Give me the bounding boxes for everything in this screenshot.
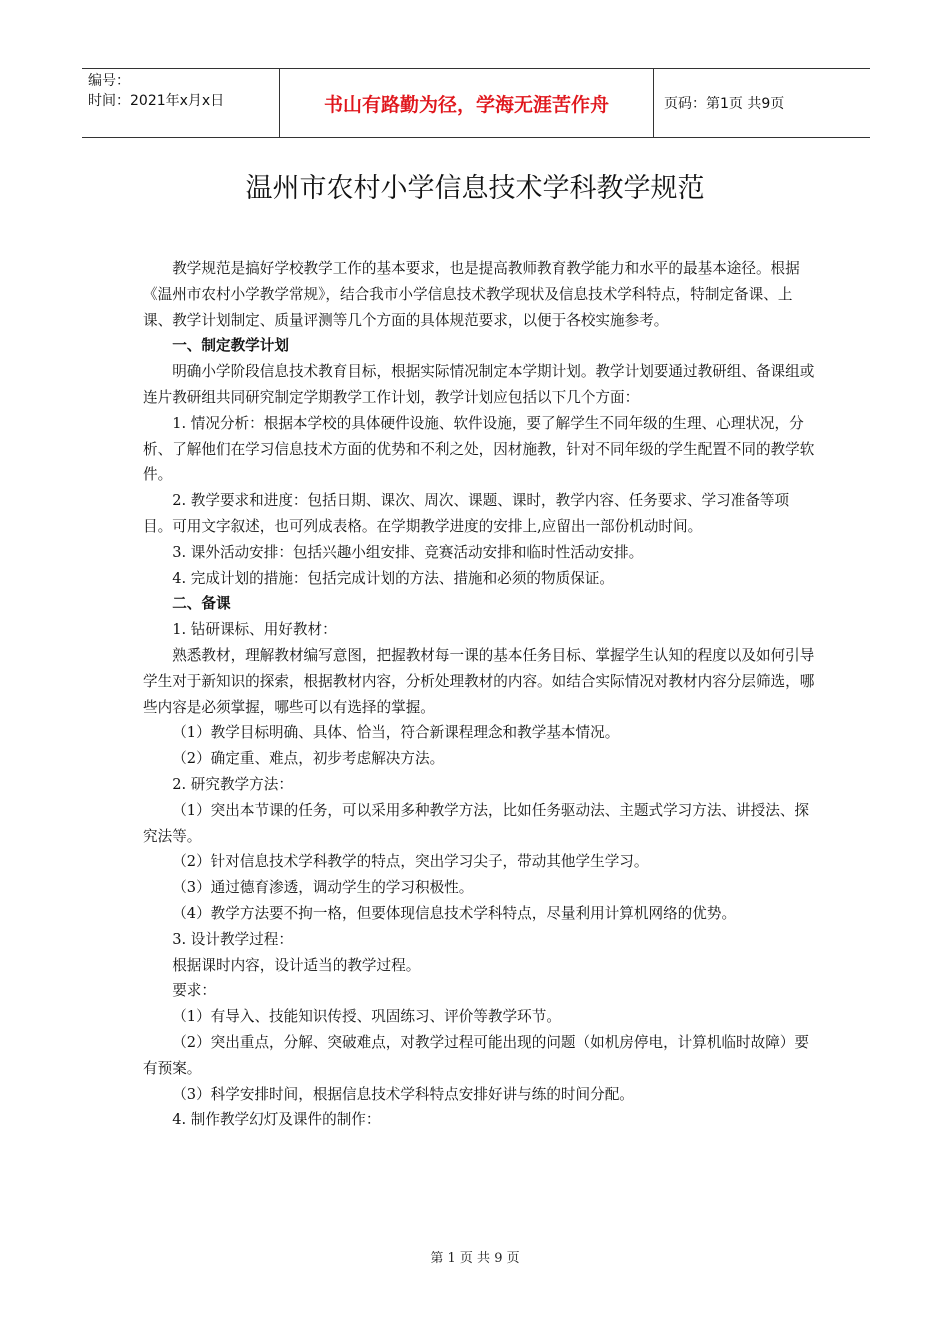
subheading: 3. 设计教学过程： bbox=[172, 930, 293, 948]
list-item: （3）科学安排时间，根据信息技术学科特点安排好讲与练的时间分配。 bbox=[172, 1085, 634, 1103]
list-item: （1）有导入、技能知识传授、巩固练习、评价等教学环节。 bbox=[172, 1008, 561, 1026]
header-page-info: 页码：第1页 共9页 bbox=[664, 96, 785, 112]
list-item: （4）教学方法要不拘一格，但要体现信息技术学科特点，尽量利用计算机网络的优势。 bbox=[172, 904, 737, 922]
page-footer: 第 1 页 共 9 页 bbox=[430, 1251, 520, 1266]
section-heading: 一、制定教学计划 bbox=[172, 337, 289, 355]
subheading: 4. 制作教学幻灯及课件的制作： bbox=[172, 1111, 381, 1129]
list-item: （2）针对信息技术学科教学的特点，突出学习尖子，带动其他学生学习。 bbox=[172, 853, 649, 871]
section-heading: 二、备课 bbox=[172, 595, 231, 613]
list-item: 3. 课外活动安排：包括兴趣小组安排、竞赛活动安排和临时性活动安排。 bbox=[172, 543, 644, 561]
list-item: （2）突出重点，分解、突破难点，对教学过程可能出现的问题（如机房停电，计算机临时故障）要有预案。 bbox=[143, 1033, 810, 1077]
list-item: （1）突出本节课的任务，可以采用多种教学方法，比如任务驱动法、主题式学习方法、讲授法、探究法等。 bbox=[143, 801, 810, 845]
paragraph: 要求： bbox=[172, 982, 216, 1000]
list-item: 2. 教学要求和进度：包括日期、课次、周次、课题、课时，教学内容、任务要求、学习准备等项目。可用文字叙述，也可列成表格。在学期教学进度的安排上,应留出一部份机动时间。 bbox=[143, 492, 790, 535]
paragraph: 根据课时内容，设计适当的教学过程。 bbox=[172, 956, 421, 974]
list-item: （1）教学目标明确、具体、恰当，符合新课程理念和教学基本情况。 bbox=[172, 724, 620, 742]
page-header bbox=[82, 68, 870, 138]
list-item: 4. 完成计划的措施：包括完成计划的方法、措施和必须的物质保证。 bbox=[172, 569, 614, 587]
header-meta bbox=[82, 69, 280, 137]
paragraph: 明确小学阶段信息技术教育目标，根据实际情况制定本学期计划。教学计划要通过教研组、备课组或连片教研组共同研究制定学期教学工作计划，教学计划应包括以下几个方面： bbox=[143, 363, 815, 406]
list-item: （3）通过德育渗透，调动学生的学习积极性。 bbox=[172, 879, 474, 897]
list-item: 1. 情况分析：根据本学校的具体硬件设施、软件设施，要了解学生不同年级的生理、心理状况，分析、了解他们在学习信息技术方面的优势和不利之处，因材施教，针对不同年级的学生配置不同的教学软件。 bbox=[143, 414, 815, 484]
code-label: 编号： bbox=[88, 73, 130, 89]
document-title: 温州市农村小学信息技术学科教学规范 bbox=[245, 173, 705, 204]
subheading: 1. 钻研课标、用好教材： bbox=[172, 621, 337, 639]
header-motto: 书山有路勤为径，学海无涯苦作舟 bbox=[280, 69, 654, 137]
document-body bbox=[143, 256, 815, 1133]
paragraph: 熟悉教材，理解教材编写意图，把握教材每一课的基本任务目标、掌握学生认知的程度以及如何引导学生对于新知识的探索，根据教材内容，分析处理教材的内容。如结合实际情况对教材内容分层筛选，哪些内容是必须掌握，哪些可以有选择的掌握。 bbox=[143, 646, 815, 716]
time-label: 时间：2021年x月x日 bbox=[88, 93, 225, 109]
subheading: 2. 研究教学方法： bbox=[172, 775, 293, 793]
list-item: （2）确定重、难点，初步考虑解决方法。 bbox=[172, 750, 445, 768]
paragraph: 教学规范是搞好学校教学工作的基本要求，也是提高教师教育教学能力和水平的最基本途径。根据《温州市农村小学教学常规》，结合我市小学信息技术教学现状及信息技术学科特点，特制定备课、上课、教学计划制定、质量评测等几个方面的具体规范要求，以便于各校实施参考。 bbox=[143, 260, 800, 329]
